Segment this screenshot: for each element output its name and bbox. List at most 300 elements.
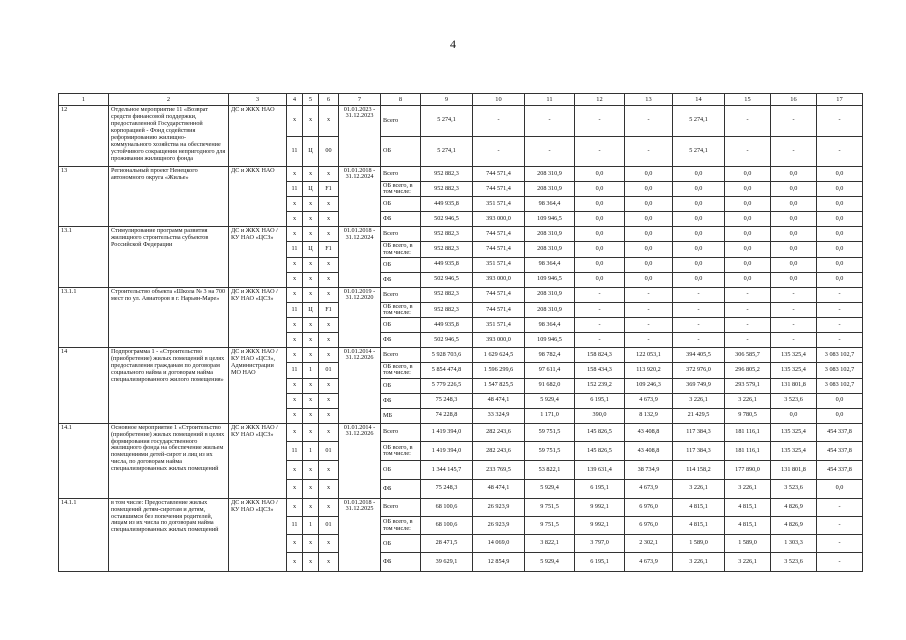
amount-col-14: 0,0 — [673, 272, 725, 287]
amount-col-15: 296 805,2 — [725, 363, 771, 378]
amount-col-11: 5 929,4 — [525, 479, 575, 498]
amount-col-16: 131 801,8 — [771, 461, 817, 480]
row-number: 12 — [59, 106, 109, 167]
row-number: 14.1.1 — [59, 498, 109, 571]
amount-col-12: 6 195,1 — [575, 553, 625, 571]
amount-col-13: - — [625, 106, 673, 137]
code-subprogram: х — [303, 479, 319, 498]
amount-col-16: - — [771, 318, 817, 333]
column-header-7: 7 — [339, 94, 381, 106]
code-program: 11 — [287, 136, 303, 167]
amount-col-13: 2 302,1 — [625, 535, 673, 553]
funding-source: ОБ всего, в том числе: — [381, 302, 421, 317]
column-header-9: 9 — [421, 94, 473, 106]
funding-source: Всего — [381, 498, 421, 516]
amount-col-11: 208 310,9 — [525, 302, 575, 317]
amount-col-10: 1 596 299,6 — [473, 363, 525, 378]
amount-col-14: 0,0 — [673, 227, 725, 242]
amount-col-14: 3 226,1 — [673, 553, 725, 571]
amount-col-16: - — [771, 333, 817, 348]
code-measure: F1 — [319, 302, 339, 317]
funding-source: МБ — [381, 408, 421, 423]
measure-name: Строительство объекта «Школа № 3 на 700 мест по ул. Авиаторов в г. Нарьян-Маре» — [109, 287, 229, 347]
code-measure: 01 — [319, 363, 339, 378]
funding-source: ОБ всего, в том числе: — [381, 182, 421, 197]
funding-source: ОБ — [381, 378, 421, 393]
amount-col-16: 135 325,4 — [771, 348, 817, 363]
amount-col-17: 3 083 102,7 — [817, 363, 863, 378]
amount-col-12: - — [575, 136, 625, 167]
column-header-16: 16 — [771, 94, 817, 106]
amount-col-12: - — [575, 302, 625, 317]
amount-col-10: 1 547 825,5 — [473, 378, 525, 393]
amount-col-15: - — [725, 136, 771, 167]
code-subprogram: х — [303, 461, 319, 480]
amount-col-14: 394 405,5 — [673, 348, 725, 363]
amount-col-16: 4 826,9 — [771, 516, 817, 534]
code-program: 11 — [287, 182, 303, 197]
funding-source: ОБ — [381, 257, 421, 272]
amount-col-14: 0,0 — [673, 182, 725, 197]
amount-col-17: 0,0 — [817, 167, 863, 182]
column-header-1: 1 — [59, 94, 109, 106]
amount-col-10: 26 923,9 — [473, 498, 525, 516]
table-row — [59, 498, 863, 516]
code-subprogram: х — [303, 212, 319, 227]
amount-col-11: 109 946,5 — [525, 272, 575, 287]
amount-col-11: 208 310,9 — [525, 182, 575, 197]
amount-col-17: - — [817, 333, 863, 348]
amount-col-10: 233 769,5 — [473, 461, 525, 480]
executor: ДС и ЖКХ НАО — [229, 167, 287, 227]
amount-col-12: 0,0 — [575, 272, 625, 287]
amount-col-15: 293 579,1 — [725, 378, 771, 393]
amount-col-14: 5 274,1 — [673, 106, 725, 137]
funding-source: ФБ — [381, 212, 421, 227]
amount-col-13: 0,0 — [625, 272, 673, 287]
amount-col-15: 0,0 — [725, 257, 771, 272]
amount-col-16: 3 523,6 — [771, 553, 817, 571]
amount-col-16: 135 325,4 — [771, 442, 817, 461]
amount-col-11: 3 822,1 — [525, 535, 575, 553]
code-program: х — [287, 535, 303, 553]
amount-col-11: - — [525, 136, 575, 167]
code-measure: F1 — [319, 242, 339, 257]
code-subprogram: х — [303, 423, 319, 442]
amount-col-13: 113 920,2 — [625, 363, 673, 378]
amount-col-13: - — [625, 287, 673, 302]
amount-col-16: 0,0 — [771, 197, 817, 212]
amount-col-13: 0,0 — [625, 182, 673, 197]
amount-col-11: 5 929,4 — [525, 553, 575, 571]
amount-col-17: 0,0 — [817, 212, 863, 227]
funding-source: Всего — [381, 423, 421, 442]
code-program: х — [287, 272, 303, 287]
amount-col-10: 282 243,6 — [473, 442, 525, 461]
code-program: х — [287, 393, 303, 408]
amount-col-9: 5 928 703,6 — [421, 348, 473, 363]
amount-col-10: 282 243,6 — [473, 423, 525, 442]
amount-col-15: 177 890,0 — [725, 461, 771, 480]
executor: ДС и ЖКХ НАО / КУ НАО «ЦСЗ» — [229, 423, 287, 498]
amount-col-9: 502 946,5 — [421, 272, 473, 287]
code-measure: х — [319, 227, 339, 242]
amount-col-13: 0,0 — [625, 227, 673, 242]
code-subprogram: х — [303, 408, 319, 423]
amount-col-16: - — [771, 106, 817, 137]
amount-col-16: 0,0 — [771, 182, 817, 197]
amount-col-14: 4 815,1 — [673, 498, 725, 516]
amount-col-17: 0,0 — [817, 242, 863, 257]
funding-source: Всего — [381, 167, 421, 182]
amount-col-15: - — [725, 318, 771, 333]
code-subprogram: х — [303, 257, 319, 272]
amount-col-11: - — [525, 106, 575, 137]
amount-col-16: 0,0 — [771, 408, 817, 423]
code-program: 11 — [287, 516, 303, 534]
code-program: х — [287, 498, 303, 516]
amount-col-15: 0,0 — [725, 212, 771, 227]
page-number: 4 — [450, 37, 456, 51]
amount-col-17: 3 083 102,7 — [817, 378, 863, 393]
amount-col-17: 0,0 — [817, 393, 863, 408]
amount-col-15: - — [725, 287, 771, 302]
code-program: 11 — [287, 242, 303, 257]
amount-col-16: 131 801,8 — [771, 378, 817, 393]
code-measure: 00 — [319, 136, 339, 167]
amount-col-11: 53 822,1 — [525, 461, 575, 480]
amount-col-9: 449 935,8 — [421, 318, 473, 333]
amount-col-13: 6 976,0 — [625, 498, 673, 516]
code-program: х — [287, 106, 303, 137]
code-program: х — [287, 227, 303, 242]
amount-col-12: 0,0 — [575, 212, 625, 227]
amount-col-13: 4 673,9 — [625, 393, 673, 408]
amount-col-12: - — [575, 106, 625, 137]
amount-col-11: 109 946,5 — [525, 212, 575, 227]
amount-col-15: 0,0 — [725, 197, 771, 212]
amount-col-14: 114 158,2 — [673, 461, 725, 480]
amount-col-13: 0,0 — [625, 167, 673, 182]
amount-col-17: 454 337,8 — [817, 461, 863, 480]
amount-col-14: 5 274,1 — [673, 136, 725, 167]
amount-col-13: 43 408,8 — [625, 442, 673, 461]
amount-col-10: 1 629 624,5 — [473, 348, 525, 363]
code-program: х — [287, 553, 303, 571]
amount-col-12: 139 631,4 — [575, 461, 625, 480]
measure-name: в том числе: Предоставление жилых помещений детям-сиротам и детям, оставшимся без попечения родителей, лицам из их числа по договорам найма специализированных жилых помещений — [109, 498, 229, 571]
code-subprogram: х — [303, 197, 319, 212]
table-row — [59, 348, 863, 363]
funding-source: Всего — [381, 348, 421, 363]
amount-col-17: - — [817, 516, 863, 534]
amount-col-12: 158 434,3 — [575, 363, 625, 378]
code-subprogram: х — [303, 333, 319, 348]
amount-col-10: 33 324,9 — [473, 408, 525, 423]
amount-col-9: 39 629,1 — [421, 553, 473, 571]
code-program: х — [287, 461, 303, 480]
code-measure: х — [319, 348, 339, 363]
implementation-period: 01.01.2014 - 31.12.2026 — [339, 423, 381, 498]
amount-col-9: 952 882,3 — [421, 167, 473, 182]
amount-col-9: 502 946,5 — [421, 333, 473, 348]
amount-col-16: 135 325,4 — [771, 363, 817, 378]
code-measure: х — [319, 287, 339, 302]
implementation-period: 01.01.2023 - 31.12.2023 — [339, 106, 381, 167]
column-header-15: 15 — [725, 94, 771, 106]
amount-col-11: 109 946,5 — [525, 333, 575, 348]
amount-col-10: - — [473, 136, 525, 167]
amount-col-10: 393 000,0 — [473, 272, 525, 287]
code-measure: х — [319, 553, 339, 571]
amount-col-12: 0,0 — [575, 167, 625, 182]
amount-col-16: 3 523,6 — [771, 393, 817, 408]
amount-col-16: 1 303,3 — [771, 535, 817, 553]
amount-col-10: 351 571,4 — [473, 257, 525, 272]
amount-col-13: - — [625, 318, 673, 333]
amount-col-15: 181 116,1 — [725, 442, 771, 461]
code-program: 11 — [287, 363, 303, 378]
implementation-period: 01.01.2019 - 31.12.2020 — [339, 287, 381, 347]
amount-col-15: 3 226,1 — [725, 553, 771, 571]
code-program: х — [287, 333, 303, 348]
amount-col-17: 3 083 102,7 — [817, 348, 863, 363]
amount-col-12: 390,0 — [575, 408, 625, 423]
amount-col-12: 9 992,1 — [575, 498, 625, 516]
amount-col-13: 0,0 — [625, 212, 673, 227]
code-program: х — [287, 479, 303, 498]
code-measure: х — [319, 535, 339, 553]
amount-col-14: 0,0 — [673, 197, 725, 212]
amount-col-15: 0,0 — [725, 167, 771, 182]
code-subprogram: Ц — [303, 302, 319, 317]
amount-col-14: - — [673, 333, 725, 348]
funding-source: ФБ — [381, 553, 421, 571]
amount-col-15: 4 815,1 — [725, 498, 771, 516]
funding-source: ОБ всего, в том числе: — [381, 516, 421, 534]
amount-col-11: 208 310,9 — [525, 167, 575, 182]
amount-col-16: 0,0 — [771, 212, 817, 227]
amount-col-9: 502 946,5 — [421, 212, 473, 227]
measure-name: Отдельное мероприятие 11 «Возврат средств финансовой поддержки, предоставленной Государственной корпорацией - Фонд содействия реформированию жилищно-коммунального хозяйства на обеспечение устойчивого сокращения непригодного для проживания жилищного фонда — [109, 106, 229, 167]
code-subprogram: х — [303, 227, 319, 242]
code-measure: х — [319, 393, 339, 408]
code-subprogram: х — [303, 498, 319, 516]
column-header-4: 4 — [287, 94, 303, 106]
implementation-period: 01.01.2018 - 31.12.2024 — [339, 227, 381, 287]
amount-col-15: 181 116,1 — [725, 423, 771, 442]
executor: ДС и ЖКХ НАО — [229, 106, 287, 167]
amount-col-17: - — [817, 535, 863, 553]
code-measure: 01 — [319, 516, 339, 534]
amount-col-9: 5 274,1 — [421, 136, 473, 167]
code-program: х — [287, 212, 303, 227]
code-measure: F1 — [319, 182, 339, 197]
code-measure: 01 — [319, 442, 339, 461]
amount-col-12: 0,0 — [575, 242, 625, 257]
amount-col-11: 208 310,9 — [525, 227, 575, 242]
funding-source: ОБ — [381, 461, 421, 480]
column-header-11: 11 — [525, 94, 575, 106]
amount-col-11: 91 682,0 — [525, 378, 575, 393]
amount-col-16: - — [771, 136, 817, 167]
amount-col-14: 0,0 — [673, 242, 725, 257]
funding-source: Всего — [381, 287, 421, 302]
code-subprogram: х — [303, 318, 319, 333]
table-row — [59, 167, 863, 182]
code-subprogram: х — [303, 393, 319, 408]
amount-col-10: 12 854,9 — [473, 553, 525, 571]
code-program: х — [287, 257, 303, 272]
code-measure: х — [319, 423, 339, 442]
amount-col-17: 454 337,8 — [817, 423, 863, 442]
amount-col-11: 59 751,5 — [525, 423, 575, 442]
amount-col-14: 3 226,1 — [673, 393, 725, 408]
amount-col-12: - — [575, 333, 625, 348]
funding-source: ОБ — [381, 535, 421, 553]
executor: ДС и ЖКХ НАО / КУ НАО «ЦСЗ» — [229, 287, 287, 347]
amount-col-11: 208 310,9 — [525, 242, 575, 257]
column-header-10: 10 — [473, 94, 525, 106]
amount-col-15: 3 226,1 — [725, 479, 771, 498]
amount-col-12: 3 797,0 — [575, 535, 625, 553]
column-header-17: 17 — [817, 94, 863, 106]
amount-col-10: 744 571,4 — [473, 242, 525, 257]
row-number: 13.1 — [59, 227, 109, 287]
amount-col-14: 117 384,3 — [673, 442, 725, 461]
code-subprogram: х — [303, 167, 319, 182]
row-number: 14.1 — [59, 423, 109, 498]
amount-col-17: - — [817, 498, 863, 516]
amount-col-14: - — [673, 287, 725, 302]
amount-col-13: - — [625, 333, 673, 348]
amount-col-11: 97 611,4 — [525, 363, 575, 378]
amount-col-10: 48 474,1 — [473, 479, 525, 498]
amount-col-16: 0,0 — [771, 167, 817, 182]
amount-col-9: 5 854 474,8 — [421, 363, 473, 378]
code-subprogram: 1 — [303, 442, 319, 461]
amount-col-15: 0,0 — [725, 182, 771, 197]
code-subprogram: х — [303, 272, 319, 287]
amount-col-15: 306 585,7 — [725, 348, 771, 363]
column-header-6: 6 — [319, 94, 339, 106]
amount-col-16: - — [771, 302, 817, 317]
code-program: х — [287, 287, 303, 302]
amount-col-15: 9 780,5 — [725, 408, 771, 423]
amount-col-11: 98 364,4 — [525, 318, 575, 333]
code-subprogram: Ц — [303, 182, 319, 197]
table-row — [59, 423, 863, 442]
amount-col-10: - — [473, 106, 525, 137]
amount-col-10: 744 571,4 — [473, 287, 525, 302]
budget-table — [58, 93, 863, 572]
amount-col-13: 0,0 — [625, 242, 673, 257]
funding-source: ФБ — [381, 272, 421, 287]
code-measure: х — [319, 318, 339, 333]
amount-col-12: 145 826,5 — [575, 423, 625, 442]
amount-col-9: 75 248,3 — [421, 479, 473, 498]
funding-source: ОБ всего, в том числе: — [381, 242, 421, 257]
amount-col-10: 744 571,4 — [473, 227, 525, 242]
code-subprogram: х — [303, 553, 319, 571]
measure-name: Основное мероприятие 1 «Строительство (приобретение) жилых помещений в целях формирования государственного жилищного фонда на обеспечение жильем помещениями детей-сирот и лиц из их числа, по договорам найма специализированных жилых помещений — [109, 423, 229, 498]
column-header-14: 14 — [673, 94, 725, 106]
funding-source: ОБ — [381, 136, 421, 167]
code-program: х — [287, 423, 303, 442]
amount-col-10: 744 571,4 — [473, 167, 525, 182]
amount-col-17: 0,0 — [817, 257, 863, 272]
amount-col-15: 4 815,1 — [725, 516, 771, 534]
amount-col-14: 3 226,1 — [673, 479, 725, 498]
row-number: 14 — [59, 348, 109, 423]
column-header-3: 3 — [229, 94, 287, 106]
amount-col-11: 5 929,4 — [525, 393, 575, 408]
column-header-8: 8 — [381, 94, 421, 106]
code-program: х — [287, 318, 303, 333]
code-measure: х — [319, 106, 339, 137]
amount-col-14: 21 429,5 — [673, 408, 725, 423]
code-subprogram: Ц — [303, 242, 319, 257]
code-program: х — [287, 167, 303, 182]
code-program: х — [287, 197, 303, 212]
row-number: 13.1.1 — [59, 287, 109, 347]
code-subprogram: 1 — [303, 516, 319, 534]
amount-col-15: - — [725, 106, 771, 137]
amount-col-9: 1 419 394,0 — [421, 442, 473, 461]
funding-source: ОБ всего, в том числе: — [381, 442, 421, 461]
amount-col-10: 393 000,0 — [473, 333, 525, 348]
amount-col-17: - — [817, 136, 863, 167]
code-measure: х — [319, 272, 339, 287]
column-header-12: 12 — [575, 94, 625, 106]
amount-col-13: 38 734,9 — [625, 461, 673, 480]
funding-source: ОБ всего, в том числе: — [381, 363, 421, 378]
amount-col-10: 14 069,0 — [473, 535, 525, 553]
code-subprogram: х — [303, 378, 319, 393]
amount-col-10: 744 571,4 — [473, 302, 525, 317]
amount-col-9: 952 882,3 — [421, 302, 473, 317]
code-measure: х — [319, 167, 339, 182]
code-measure: х — [319, 479, 339, 498]
funding-source: ФБ — [381, 479, 421, 498]
code-measure: х — [319, 378, 339, 393]
amount-col-15: - — [725, 333, 771, 348]
amount-col-9: 952 882,3 — [421, 227, 473, 242]
implementation-period: 01.01.2018 - 31.12.2025 — [339, 498, 381, 571]
amount-col-11: 98 364,4 — [525, 257, 575, 272]
code-measure: х — [319, 197, 339, 212]
code-program: х — [287, 378, 303, 393]
code-measure: х — [319, 461, 339, 480]
amount-col-12: 0,0 — [575, 257, 625, 272]
amount-col-10: 351 571,4 — [473, 318, 525, 333]
implementation-period: 01.01.2014 - 31.12.2026 — [339, 348, 381, 423]
amount-col-9: 28 471,5 — [421, 535, 473, 553]
amount-col-16: - — [771, 287, 817, 302]
amount-col-12: - — [575, 318, 625, 333]
amount-col-9: 68 100,6 — [421, 498, 473, 516]
amount-col-12: - — [575, 287, 625, 302]
amount-col-9: 449 935,8 — [421, 197, 473, 212]
implementation-period: 01.01.2018 - 31.12.2024 — [339, 167, 381, 227]
amount-col-16: 3 523,6 — [771, 479, 817, 498]
amount-col-17: 0,0 — [817, 479, 863, 498]
code-subprogram: х — [303, 287, 319, 302]
funding-source: Всего — [381, 106, 421, 137]
amount-col-14: 0,0 — [673, 167, 725, 182]
amount-col-16: 0,0 — [771, 257, 817, 272]
amount-col-9: 1 419 394,0 — [421, 423, 473, 442]
